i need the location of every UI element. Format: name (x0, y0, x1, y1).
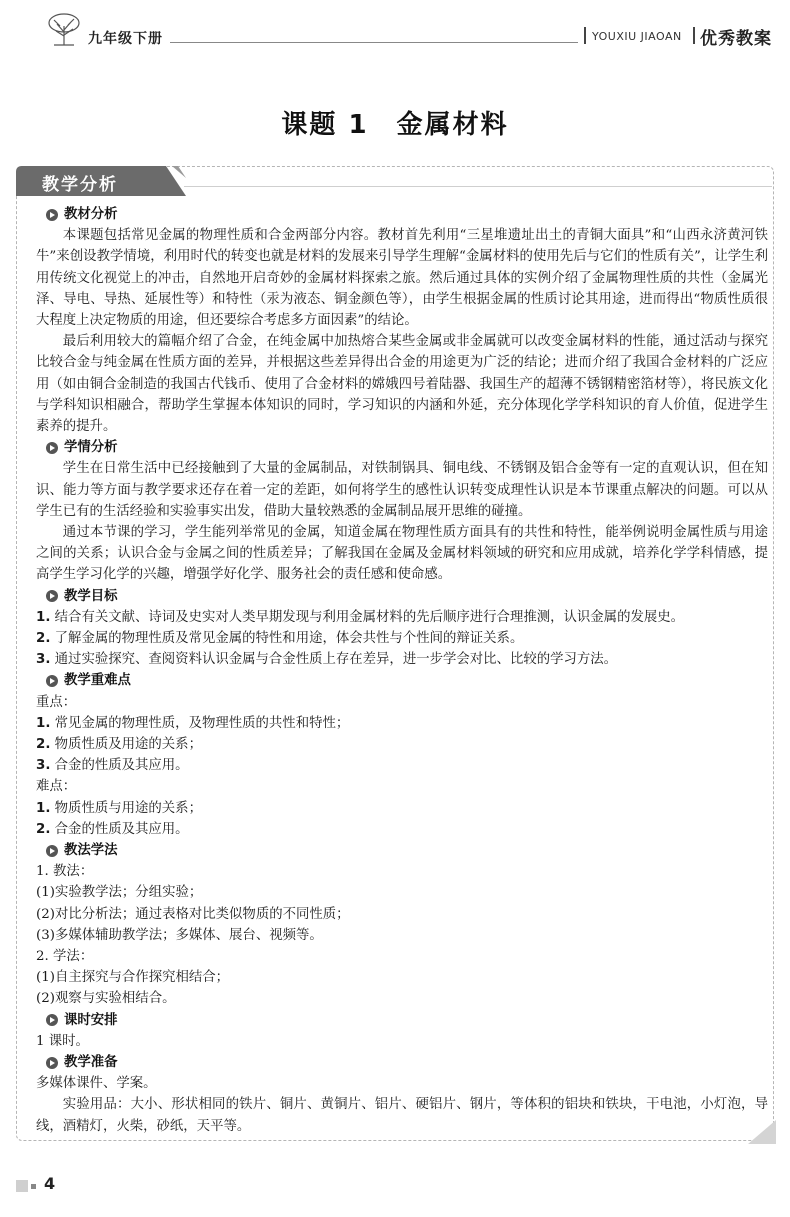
grade-label: 九年级下册 (88, 31, 163, 47)
section-heading-text: 教学目标 (64, 588, 118, 604)
section-heading-text: 教材分析 (64, 207, 118, 222)
section-heading (36, 586, 768, 607)
list-num: 1. (36, 715, 51, 731)
list-item (36, 755, 768, 776)
tree-logo-icon (46, 12, 82, 46)
list-text: 合金的性质及其应用。 (50, 821, 189, 837)
list-item (36, 798, 768, 819)
list-text: 常见金属的物理性质，及物理性质的共性和特性； (50, 715, 350, 731)
list-item (36, 734, 768, 755)
list-num: 2. (36, 821, 51, 837)
list-item: (2)对比分析法；通过表格对比类似物质的不同性质； (36, 906, 350, 922)
play-bullet-icon (46, 675, 58, 687)
footer-block (16, 1180, 28, 1192)
list-num: 1. (36, 609, 51, 625)
page-number: 4 (44, 1174, 56, 1193)
teaching-method-label: 1. 教法： (36, 864, 94, 880)
list-text: 合金的性质及其应用。 (50, 758, 189, 774)
brand-english: YOUXIU JIAOAN (592, 30, 682, 43)
play-bullet-icon (46, 442, 58, 454)
list-num: 3. (36, 652, 51, 668)
list-item: (1)自主探究与合作探究相结合； (36, 970, 230, 986)
play-bullet-icon (46, 209, 58, 221)
footer-dot (31, 1184, 36, 1189)
brand-chinese: 优秀教案 (700, 29, 772, 49)
class-hours: 1 课时。 (36, 1033, 89, 1049)
section-heading (36, 1052, 768, 1073)
list-item: (3)多媒体辅助教学法；多媒体、展台、视频等。 (36, 927, 323, 943)
section-heading (36, 670, 768, 691)
list-item: (1)实验教学法；分组实验； (36, 885, 203, 901)
list-item (36, 819, 768, 840)
section-heading-text: 课时安排 (64, 1012, 118, 1028)
list-num: 3. (36, 758, 51, 774)
section-tab-label: 教学分析 (42, 175, 118, 195)
paragraph: 最后利用较大的篇幅介绍了合金，在纯金属中加热熔合某些金属或非金属就可以改变金属材料的性能，通过活动与探究比较合金与纯金属在性质方面的差异，并根据这些差异得出合金的用途更为广泛的结论；进而介绍了我国合金材料的广泛应用（如由铜合金制造的我国古代钱币、使用了合金材料的嫦娥四号着陆器、我国生产的超薄不锈钢精密箔材等），将民族文化与学科知识相融合，帮助学生掌握本体知识的同时，学习知识的内涵和外延，充分体现化学学科知识的育人价值，促进学生素养的提升。 (36, 334, 768, 435)
paragraph: 本课题包括常见金属的物理性质和合金两部分内容。教材首先利用“三星堆遗址出土的青铜大面具”和“山西永济黄河铁牛”来创设教学情境，利用时代的转变也就是材料的发展来引导学生理解“金属材料的使用先后与它们的性质有关”，让学生利用传统文化视觉上的冲击，自然地开启奇妙的金属材料探索之旅。然后通过具体的实例介绍了金属物理性质的共性（金属光泽、导电、导热、延展性等）和特性（汞为液态、铜金颜色等），由学生根据金属的性质讨论其用途，进而得出“物质性质很大程度上决定物质的用途，但还要综合考虑多方面因素”的结论。 (36, 228, 768, 328)
list-text: 通过实验探究、查阅资料认识金属与合金性质上存在差异，进一步学会对比、比较的学习方法。 (50, 652, 618, 668)
section-tab-rule (184, 186, 772, 187)
list-item (36, 713, 768, 734)
list-text: 结合有关文献、诗词及史实对人类早期发现与利用金属材料的先后顺序进行合理推测，认识金属的发展史。 (50, 609, 685, 625)
page-header (0, 0, 790, 52)
list-item (36, 649, 768, 670)
brand-separator (693, 27, 695, 44)
analysis-body (36, 204, 768, 1137)
section-heading-text: 教法学法 (64, 843, 118, 859)
list-item (36, 628, 768, 649)
list-num: 1. (36, 800, 51, 816)
learning-method-label: 2. 学法： (36, 949, 94, 965)
brand-separator (584, 27, 586, 44)
list-item (36, 607, 768, 628)
difficulty-label: 难点： (36, 779, 77, 795)
list-text: 了解金属的物理性质及常见金属的特性和用途，体会共性与个性间的辩证关系。 (50, 631, 524, 647)
list-text: 物质性质及用途的关系； (50, 737, 202, 753)
list-text: 物质性质与用途的关系； (50, 800, 202, 816)
section-heading (36, 1010, 768, 1031)
key-points-label: 重点： (36, 694, 77, 710)
play-bullet-icon (46, 845, 58, 857)
paragraph: 学生在日常生活中已经接触到了大量的金属制品，对铁制锅具、铜电线、不锈钢及铝合金等有一定的直观认识，但在知识、能力等方面与教学要求还存在着一定的差距，如何将学生的感性认识转变成理性认识是本节课重点解决的问题。可以从学生已有的生活经验和实验事实出发，借助大量较熟悉的金属制品展开思维的碰撞。 (36, 461, 768, 519)
play-bullet-icon (46, 590, 58, 602)
header-rule (170, 42, 578, 43)
list-num: 2. (36, 631, 51, 647)
paragraph: 实验用品：大小、形状相同的铁片、铜片、黄铜片、铝片、硬铝片、钢片，等体积的铝块和铁块，干电池，小灯泡，导线，酒精灯，火柴，砂纸，天平等。 (36, 1097, 768, 1134)
section-heading (36, 437, 768, 458)
list-num: 2. (36, 737, 51, 753)
play-bullet-icon (46, 1057, 58, 1069)
section-heading-text: 教学准备 (64, 1055, 118, 1071)
play-bullet-icon (46, 1014, 58, 1026)
section-heading-text: 教学重难点 (64, 673, 131, 689)
section-heading-text: 学情分析 (64, 440, 118, 456)
section-heading (36, 840, 768, 861)
section-heading (36, 204, 768, 225)
paragraph: 通过本节课的学习，学生能列举常见的金属，知道金属在物理性质方面具有的共性和特性，能举例说明金属性质与用途之间的关系；认识合金与金属之间的性质差异；了解我国在金属及金属材料领域的研究和应用成就，培养化学学科情感，提高学生学习化学的兴趣，增强学好化学、服务社会的责任感和使命感。 (36, 525, 768, 583)
prep-line: 多媒体课件、学案。 (36, 1076, 157, 1092)
list-item: (2)观察与实验相结合。 (36, 991, 176, 1007)
lesson-title: 课题 1 金属材料 (281, 110, 509, 140)
